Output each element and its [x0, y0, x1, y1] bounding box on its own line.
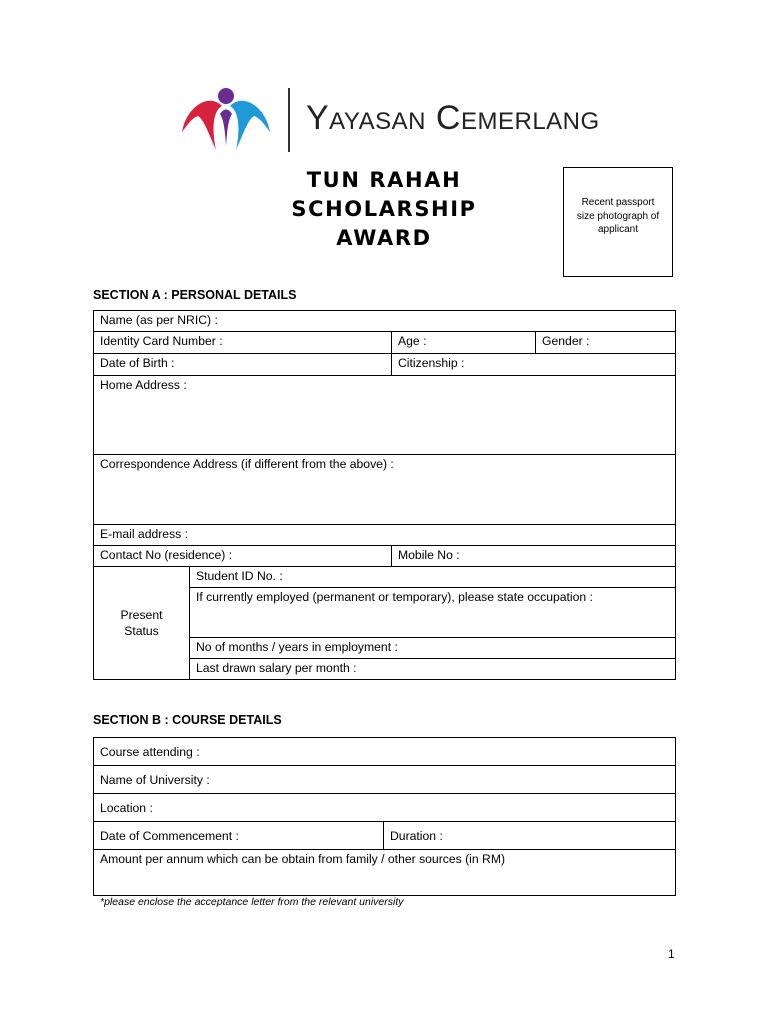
page-number: 1: [668, 947, 675, 961]
section-a-heading: SECTION A : PERSONAL DETAILS: [93, 288, 297, 302]
title-line: SCHOLARSHIP: [291, 197, 477, 221]
name-field[interactable]: Name (as per NRIC) :: [94, 311, 676, 332]
location-field[interactable]: Location :: [94, 794, 676, 822]
home-address-field[interactable]: Home Address :: [94, 376, 676, 455]
form-title: [268, 166, 500, 253]
last-salary-field[interactable]: Last drawn salary per month :: [190, 659, 676, 680]
employment-length-field[interactable]: No of months / years in employment :: [190, 638, 676, 659]
age-field[interactable]: Age :: [392, 332, 536, 354]
title-line: TUN RAHAH: [306, 168, 462, 192]
amount-field[interactable]: Amount per annum which can be obtain from family / other sources (in RM): [94, 850, 676, 896]
photo-note-line: size photograph of: [576, 210, 660, 222]
dob-field[interactable]: Date of Birth :: [94, 354, 392, 376]
title-line: AWARD: [336, 226, 432, 250]
section-b-heading: SECTION B : COURSE DETAILS: [93, 713, 282, 727]
present-status-line: Status: [124, 624, 159, 638]
citizenship-field[interactable]: Citizenship :: [392, 354, 676, 376]
personal-details-table: [93, 310, 676, 680]
mobile-field[interactable]: Mobile No :: [392, 546, 676, 567]
passport-photo-box[interactable]: [563, 167, 673, 277]
organization-name: Yayasan Cemerlang: [306, 99, 600, 137]
commencement-field[interactable]: Date of Commencement :: [94, 822, 384, 850]
photo-note-line: applicant: [597, 224, 639, 235]
correspondence-address-field[interactable]: Correspondence Address (if different from the above) :: [94, 455, 676, 525]
present-status-label: [94, 567, 190, 680]
university-field[interactable]: Name of University :: [94, 766, 676, 794]
student-id-field[interactable]: Student ID No. :: [190, 567, 676, 588]
course-details-table: [93, 737, 676, 896]
gender-field[interactable]: Gender :: [536, 332, 676, 354]
duration-field[interactable]: Duration :: [384, 822, 676, 850]
email-field[interactable]: E-mail address :: [94, 525, 676, 546]
ic-number-field[interactable]: Identity Card Number :: [94, 332, 392, 354]
photo-note-line: Recent passport: [581, 197, 655, 208]
course-field[interactable]: Course attending :: [94, 738, 676, 766]
contact-residence-field[interactable]: Contact No (residence) :: [94, 546, 392, 567]
present-status-line: Present: [120, 608, 163, 622]
enclosure-note: *please enclose the acceptance letter from the relevant university: [100, 896, 404, 908]
occupation-field[interactable]: If currently employed (permanent or temporary), please state occupation :: [190, 588, 676, 638]
